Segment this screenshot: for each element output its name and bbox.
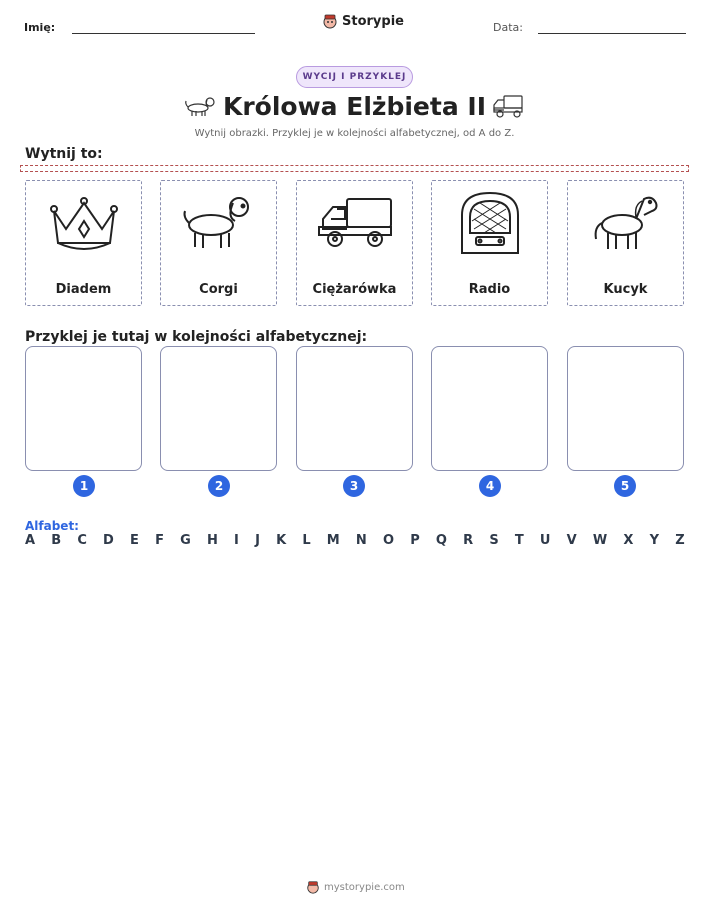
- alphabet-letter: M: [326, 533, 340, 548]
- name-label: Imię:: [24, 21, 56, 34]
- alphabet-letter: A: [25, 533, 36, 548]
- page-title: Królowa Elżbieta II: [222, 92, 487, 121]
- footer-url[interactable]: mystorypie.com: [324, 881, 405, 893]
- alphabet-letter: P: [410, 533, 420, 548]
- alphabet-letter: J: [255, 533, 260, 548]
- card-label: Corgi: [199, 282, 238, 297]
- alphabet-letter: I: [234, 533, 239, 548]
- card-ciezarowka[interactable]: [296, 180, 413, 306]
- paste-heading: Przyklej je tutaj w kolejności alfabetycznej:: [25, 329, 368, 345]
- alphabet-letter: N: [355, 533, 367, 548]
- alphabet-letter: U: [539, 533, 551, 548]
- slot-number-5: 5: [614, 475, 636, 497]
- date-label: Data:: [493, 21, 523, 34]
- card-radio[interactable]: [431, 180, 548, 306]
- alphabet-letter: E: [130, 533, 139, 548]
- alphabet-letter: H: [206, 533, 218, 548]
- slot-number-2: 2: [208, 475, 230, 497]
- card-label: Ciężarówka: [312, 282, 397, 297]
- radio-icon: [450, 189, 530, 259]
- date-line[interactable]: [538, 33, 686, 34]
- slot-number-3: 3: [343, 475, 365, 497]
- alphabet-letter: W: [592, 533, 608, 548]
- card-label: Diadem: [55, 282, 112, 297]
- paste-slot-3[interactable]: [296, 346, 413, 471]
- alphabet-letter: K: [276, 533, 287, 548]
- alphabet-letter: B: [51, 533, 62, 548]
- pony-icon: [586, 189, 666, 259]
- storypie-mascot-icon: [306, 880, 320, 894]
- brand-logo: [322, 13, 404, 29]
- alphabet-letter: C: [77, 533, 87, 548]
- name-line[interactable]: [72, 33, 255, 34]
- card-label: Radio: [468, 282, 511, 297]
- alphabet-letter: S: [489, 533, 499, 548]
- paste-slot-4[interactable]: [431, 346, 548, 471]
- alphabet-letter: Z: [675, 533, 685, 548]
- alphabet-letter: F: [155, 533, 164, 548]
- card-diadem[interactable]: [25, 180, 142, 306]
- alphabet-label: Alfabet:: [25, 519, 79, 533]
- slot-number-1: 1: [73, 475, 95, 497]
- alphabet-letter: Q: [435, 533, 447, 548]
- card-corgi[interactable]: [160, 180, 277, 306]
- storypie-mascot-icon: [322, 13, 338, 29]
- card-label: Kucyk: [603, 282, 648, 297]
- alphabet-letter: O: [382, 533, 395, 548]
- truck-icon: [315, 189, 395, 259]
- slot-number-4: 4: [479, 475, 501, 497]
- card-kucyk[interactable]: [567, 180, 684, 306]
- alphabet-letter: R: [463, 533, 474, 548]
- alphabet-letter: T: [514, 533, 524, 548]
- paste-slot-2[interactable]: [160, 346, 277, 471]
- instructions: Wytnij obrazki. Przyklej je w kolejności alfabetycznej, od A do Z.: [194, 128, 515, 139]
- alphabet-letter: Y: [649, 533, 660, 548]
- cut-line: [20, 165, 689, 172]
- alphabet-letter: G: [180, 533, 191, 548]
- activity-badge: WYCIJ I PRZYKLEJ: [296, 66, 413, 88]
- alphabet-row: [25, 533, 685, 548]
- brand-name: Storypie: [342, 13, 404, 29]
- alphabet-letter: D: [103, 533, 114, 548]
- paste-slot-1[interactable]: [25, 346, 142, 471]
- crown-icon: [44, 189, 124, 259]
- alphabet-letter: V: [566, 533, 577, 548]
- paste-slot-5[interactable]: [567, 346, 684, 471]
- alphabet-letter: L: [302, 533, 311, 548]
- dog-icon: [179, 189, 259, 259]
- footer: [306, 880, 405, 894]
- alphabet-letter: X: [623, 533, 634, 548]
- cut-heading: Wytnij to:: [25, 146, 103, 162]
